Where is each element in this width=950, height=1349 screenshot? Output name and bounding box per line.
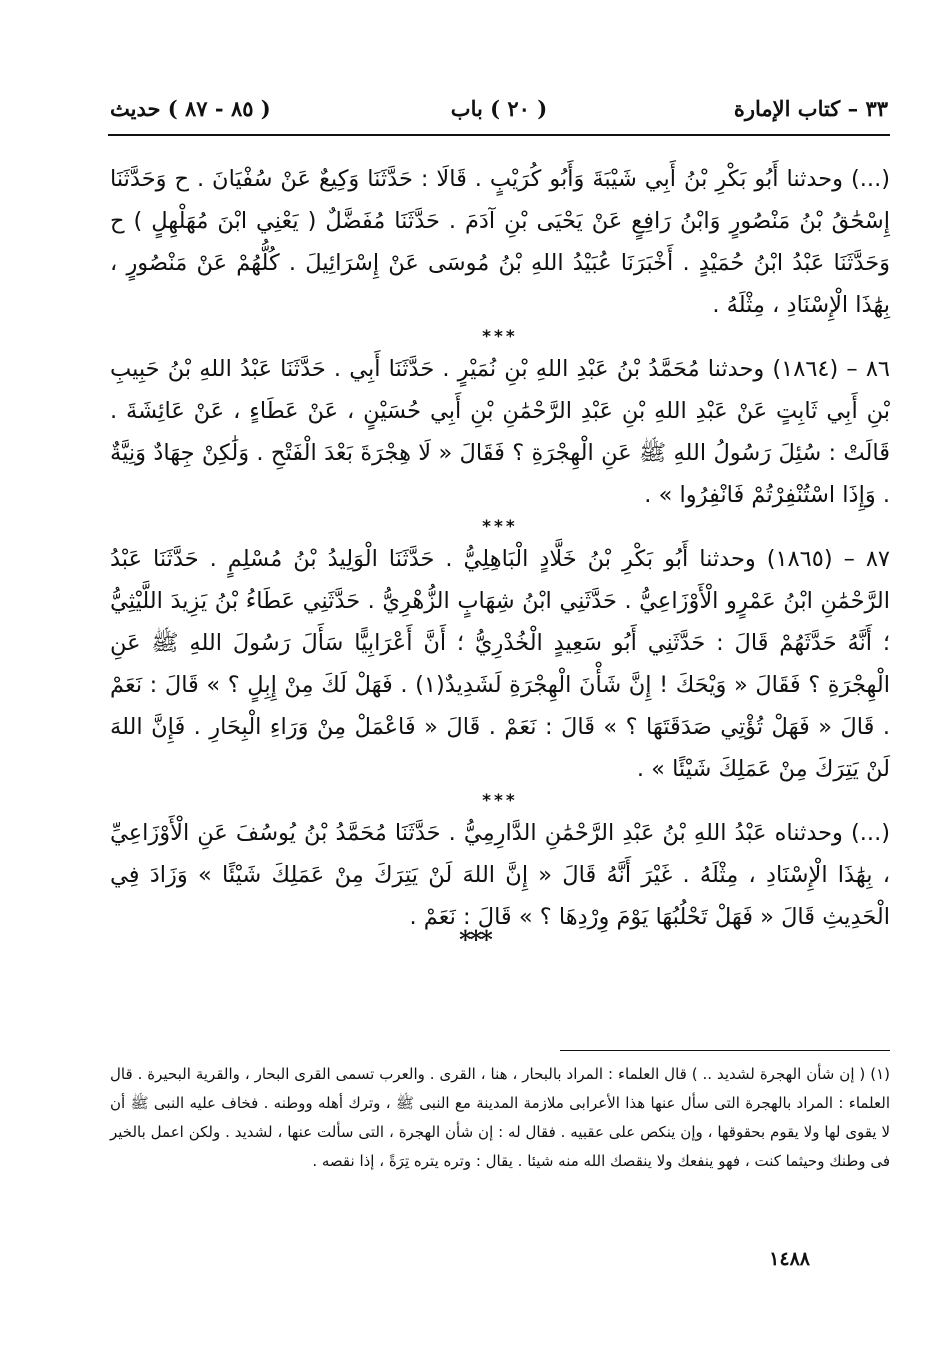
hadith-paragraph-4: (...) وحدثناه عَبْدُ اللهِ بْنُ عَبْدِ الرَّحْمَٰنِ الدَّارِمِيُّ . حَدَّثَنَا مُحَمَّدُ بْنُ يُوسُفَ عَنِ الْأَوْزَاعِيِّ ، بِهَٰذَا الْإِسْنَادِ ، مِثْلَهُ . غَيْرَ أَنَّهُ قَالَ « إِنَّ اللهَ لَنْ يَتِرَكَ مِنْ عَمَلِكَ شَيْئًا » وَزَادَ فِي الْحَدِيثِ قَالَ « فَهَلْ تَحْلُبُهَا يَوْمَ وِرْدِهَا ؟ » قَالَ : نَعَمْ . — [110, 820, 890, 930]
footnote-text: (١) ( إن شأن الهجرة لشديد .. ) قال العلماء : المراد بالبحار ، هنا ، القرى . والعرب تسمى القرى البحار ، والقرية البحيرة . قال العلماء : المراد بالهجرة التى سأل عنها هذا الأعرابى ملازمة المدينة مع النبى ﷺ ، وترك أهله ووطنه . فخاف عليه النبى ﷺ أن لا يقوى لها ولا يقوم بحقوقها ، وإن ينكص على عقبيه . فقال له : إن شأن الهجرة ، التى سألت عنها ، لشديد . ولكن اعمل بالخير فى وطنك وحيثما كنت ، فهو ينفعك ولا ينقصك الله منه شيئا . يقال : وتره يتره تِرَةً ، إذا نقصه . — [110, 1065, 890, 1170]
page-number: ١٤٨٨ — [769, 1248, 810, 1270]
hadith-paragraph-1: (...) وحدثنا أَبُو بَكْرِ بْنُ أَبِي شَيْبَةَ وَأَبُو كُرَيْبٍ . قَالَا : حَدَّثَنَا وَكِيعٌ عَنْ سُفْيَانَ . ح وَحَدَّثَنَا إِسْحَٰقُ بْنُ مَنْصُورٍ وَابْنُ رَافِعٍ عَنْ يَحْيَى بْنِ آدَمَ . حَدَّثَنَا مُفَضَّلٌ ( يَعْنِي ابْنَ مُهَلْهِلٍ ) ح وَحَدَّثَنَا عَبْدُ ابْنُ حُمَيْدٍ . أَخْبَرَنَا عُبَيْدُ اللهِ بْنُ مُوسَى عَنْ إِسْرَائِيلَ . كُلُّهُمْ عَنْ مَنْصُورٍ ، بِهَٰذَا الْإِسْنَادِ ، مِثْلَهُ . — [110, 166, 890, 318]
footnote-rule — [560, 1050, 890, 1051]
section-label: ( ٢٠ ) باب — [450, 96, 548, 121]
hadith-text — [110, 158, 890, 938]
header-rule — [108, 134, 890, 136]
running-header — [110, 96, 888, 132]
separator-stars: *** — [482, 791, 518, 811]
separator-stars: *** — [482, 517, 518, 537]
chapter-title: ٣٣ – كتاب الإمارة — [733, 96, 888, 121]
hadith-range: ( ٨٥ - ٨٧ ) حديث — [110, 96, 271, 121]
separator-stars: *** — [482, 327, 518, 347]
end-ornament: *** — [459, 925, 491, 954]
hadith-paragraph-86: ٨٦ – (١٨٦٤) وحدثنا مُحَمَّدُ بْنُ عَبْدِ اللهِ بْنِ نُمَيْرٍ . حَدَّثَنَا أَبِي . حَدَّثَنَا عَبْدُ اللهِ بْنُ حَبِيبِ بْنِ أَبِي ثَابِتٍ عَنْ عَبْدِ اللهِ بْنِ عَبْدِ الرَّحْمَٰنِ بْنِ أَبِي حُسَيْنٍ ، عَنْ عَطَاءٍ ، عَنْ عَائِشَةَ . قَالَتْ : سُئِلَ رَسُولُ اللهِ ﷺ عَنِ الْهِجْرَةِ ؟ فَقَالَ « لَا هِجْرَةَ بَعْدَ الْفَتْحِ . وَلَٰكِنْ جِهَادٌ وَنِيَّةٌ . وَإِذَا اسْتُنْفِرْتُمْ فَانْفِرُوا » . — [110, 356, 890, 508]
footnote — [110, 1060, 890, 1176]
hadith-paragraph-87: ٨٧ – (١٨٦٥) وحدثنا أَبُو بَكْرِ بْنُ خَلَّادٍ الْبَاهِلِيُّ . حَدَّثَنَا الْوَلِيدُ بْنُ مُسْلِمٍ . حَدَّثَنَا عَبْدُ الرَّحْمَٰنِ ابْنُ عَمْرٍو الْأَوْزَاعِيُّ . حَدَّثَنِي ابْنُ شِهَابٍ الزُّهْرِيُّ . حَدَّثَنِي عَطَاءُ بْنُ يَزِيدَ اللَّيْثِيُّ ؛ أَنَّهُ حَدَّثَهُمْ قَالَ : حَدَّثَنِي أَبُو سَعِيدٍ الْخُدْرِيُّ ؛ أَنَّ أَعْرَابِيًّا سَأَلَ رَسُولَ اللهِ ﷺ عَنِ الْهِجْرَةِ ؟ فَقَالَ « وَيْحَكَ ! إِنَّ شَأْنَ الْهِجْرَةِ لَشَدِيدٌ(١) . فَهَلْ لَكَ مِنْ إِبِلٍ ؟ » قَالَ : نَعَمْ . قَالَ « فَهَلْ تُؤْتِي صَدَقَتَهَا ؟ » قَالَ : نَعَمْ . قَالَ « فَاعْمَلْ مِنْ وَرَاءِ الْبِحَارِ . فَإِنَّ اللهَ لَنْ يَتِرَكَ مِنْ عَمَلِكَ شَيْئًا » . — [110, 546, 891, 782]
